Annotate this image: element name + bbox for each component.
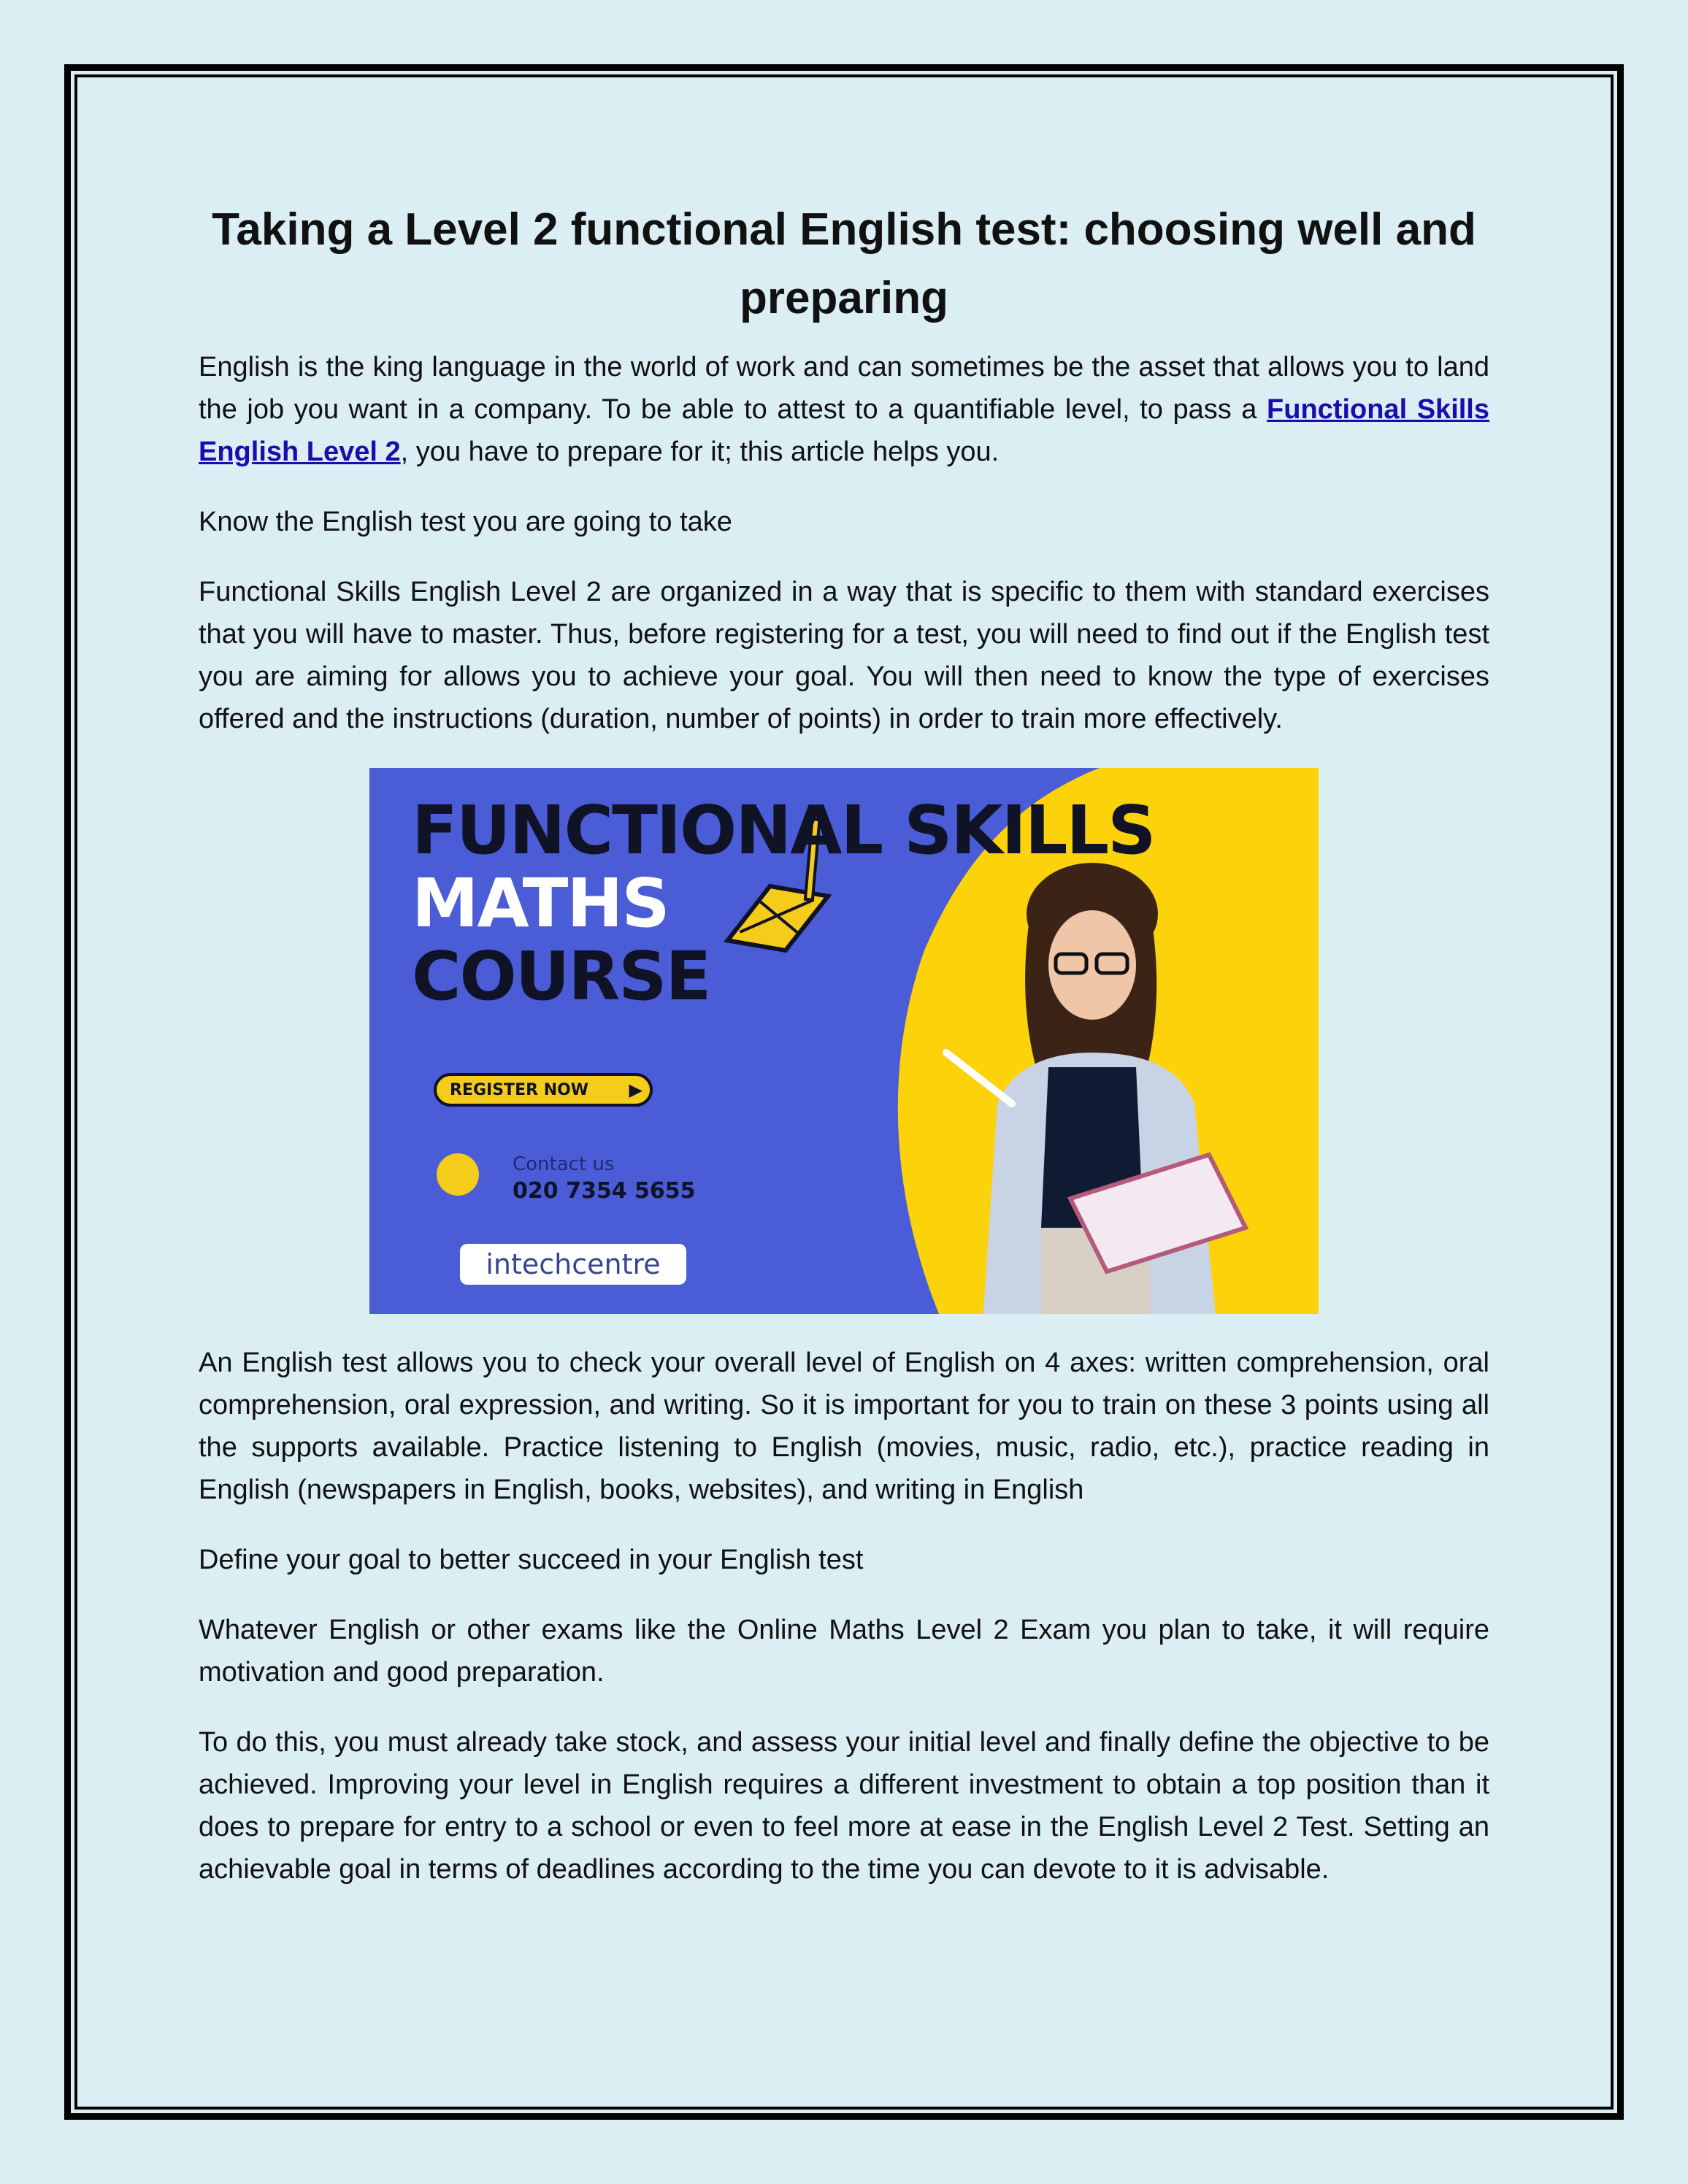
register-now-button xyxy=(434,1073,653,1107)
intro-text-before: English is the king language in the world of work and can sometimes be the asset that allows you to land the job you want in a company. To be able to attest to a quantifiable level, to pass a xyxy=(199,352,1489,425)
section-heading-know-test: Know the English test you are going to take xyxy=(199,507,732,537)
register-now-label: REGISTER NOW xyxy=(450,1080,589,1099)
course-banner-image xyxy=(369,768,1319,1314)
intechcentre-logo: intechcentre xyxy=(460,1244,686,1285)
intro-text-after: , you have to prepare for it; this article helps you. xyxy=(400,437,1000,467)
phone-icon xyxy=(437,1153,479,1196)
paragraph-take-stock: To do this, you must already take stock, and assess your initial level and finally define the objective to be achieved. Improving your level in English requires a different investment to obtain a top position than it does to prepare for entry to a school or even to feel more at ease in the English Level 2 Test. Setting an achievable goal in terms of deadlines according to the time you can devote to it is advisable. xyxy=(199,1727,1489,1885)
contact-phone: 020 7354 5655 xyxy=(513,1178,696,1204)
banner-headline-line3: COURSE xyxy=(412,937,710,1015)
play-arrow-icon: ▶ xyxy=(629,1080,642,1100)
document-body xyxy=(199,196,1489,1891)
banner-container xyxy=(199,768,1489,1314)
contact-label: Contact us xyxy=(513,1153,615,1175)
banner-headline-line1: FUNCTIONAL SKILLS xyxy=(412,791,1155,869)
banner-headline-line2: MATHS xyxy=(412,864,669,942)
section-heading-define-goal: Define your goal to better succeed in your English test xyxy=(199,1545,864,1575)
paragraph-four-axes: An English test allows you to check your overall level of English on 4 axes: written comprehension, oral comprehension, oral expression, and writing. So it is important for you to train on these 3 points using all the supports available. Practice listening to English (movies, music, radio, etc.), practice reading in English (newspapers in English, books, websites), and writing in English xyxy=(199,1347,1489,1505)
functional-skills-link[interactable]: Functional Skills English Level 2 xyxy=(199,394,1489,467)
intro-paragraph xyxy=(199,346,1489,473)
page-title: Taking a Level 2 functional English test: choosing well and preparing xyxy=(212,204,1476,323)
paragraph-motivation: Whatever English or other exams like the Online Maths Level 2 Exam you plan to take, it will require motivation and good preparation. xyxy=(199,1615,1489,1688)
paragraph-test-organization: Functional Skills English Level 2 are organized in a way that is specific to them with standard exercises that you will have to master. Thus, before registering for a test, you will need to find out if the English test you are aiming for allows you to achieve your goal. You will then need to know the type of exercises offered and the instructions (duration, number of points) in order to train more effectively. xyxy=(199,577,1489,734)
